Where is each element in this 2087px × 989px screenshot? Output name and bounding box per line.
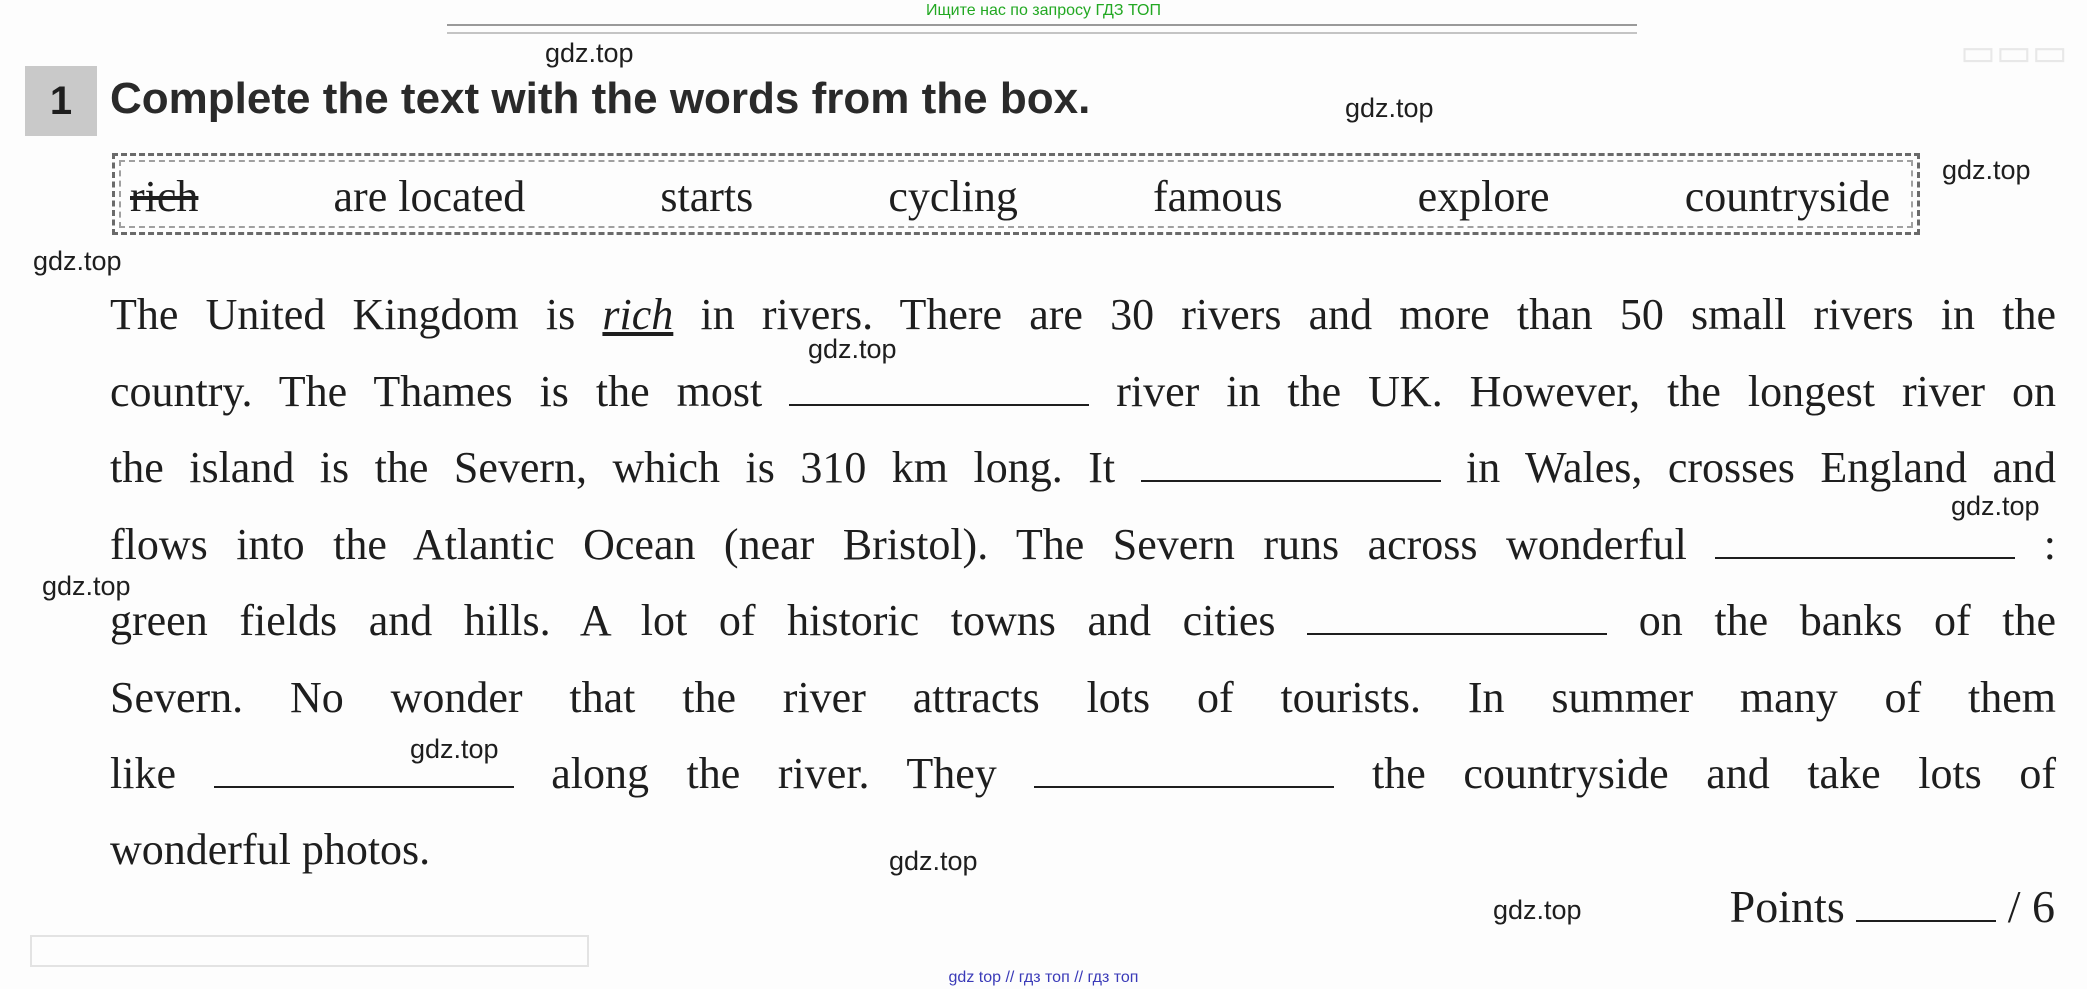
top-rule — [447, 24, 1637, 34]
footer-links: gdz top // гдз топ // гдз топ — [948, 969, 1139, 986]
answer-blank[interactable] — [1307, 595, 1607, 635]
text-segment: in Wales, crosses England and — [1466, 443, 2057, 492]
text-line-4 — [110, 515, 2056, 575]
text-line-7 — [110, 744, 2056, 804]
word-item: are located — [333, 171, 526, 221]
exercise-number: 1 — [25, 66, 97, 136]
text-line-8 — [110, 820, 2056, 880]
bleed-through-shadow: ▭▭▭ — [1960, 32, 2068, 74]
word-item: countryside — [1684, 171, 1890, 221]
points-label: Points — [1729, 881, 1845, 932]
text-segment: country. The Thames is the most — [110, 367, 763, 416]
watermark: gdz.top — [1493, 895, 1582, 925]
top-banner: Ищите нас по запросу ГДЗ ТОП — [926, 2, 1161, 19]
watermark: gdz.top — [545, 38, 634, 68]
text-segment: river in the UK. However, the longest river on — [1116, 367, 2057, 416]
watermark: gdz.top — [808, 334, 897, 364]
text-segment: green fields and hills. A lot of historic towns and cities — [110, 596, 1276, 645]
points-score — [1730, 880, 2055, 933]
text-line-6 — [110, 668, 2056, 728]
points-total: / 6 — [2007, 881, 2055, 932]
word-list — [130, 168, 1890, 224]
text-segment: the countryside and take lots of — [1371, 749, 2057, 798]
text-segment: wonderful photos. — [110, 825, 431, 874]
bleed-through-bar — [30, 935, 589, 967]
answer-blank[interactable] — [789, 366, 1089, 406]
text-line-2 — [110, 362, 2056, 422]
watermark: gdz.top — [42, 571, 131, 601]
text-segment: : — [2043, 520, 2057, 569]
answer-blank[interactable] — [1715, 519, 2015, 559]
watermark: gdz.top — [1345, 93, 1434, 123]
text-line-5 — [110, 591, 2056, 651]
exercise-heading: Complete the text with the words from the box. — [110, 74, 1091, 123]
points-blank[interactable] — [1856, 884, 1996, 922]
text-segment: flows into the Atlantic Ocean (near Bristol). The Severn runs across wonderful — [110, 520, 1687, 569]
watermark: gdz.top — [410, 734, 499, 764]
word-item: explore — [1417, 171, 1550, 221]
text-line-1 — [110, 285, 2056, 345]
text-segment: in rivers. There are 30 rivers and more than 50 small rivers in the — [673, 290, 2056, 339]
example-answer: rich — [602, 290, 674, 339]
word-item: cycling — [888, 171, 1018, 221]
answer-blank[interactable] — [1034, 748, 1334, 788]
watermark: gdz.top — [1951, 491, 2040, 521]
watermark: gdz.top — [33, 246, 122, 276]
text-segment: The United Kingdom is — [110, 290, 603, 339]
answer-blank[interactable] — [1141, 442, 1441, 482]
text-segment: the island is the Severn, which is 310 km long. It — [110, 443, 1116, 492]
text-segment: along the river. They — [551, 749, 997, 798]
text-line-3 — [110, 438, 2056, 498]
text-segment: Severn. No wonder that the river attracts lots of tourists. In summer many of them — [110, 673, 2056, 722]
word-item: rich — [130, 171, 199, 221]
word-item: famous — [1153, 171, 1283, 221]
text-segment: on the banks of the — [1638, 596, 2057, 645]
word-item: starts — [660, 171, 754, 221]
watermark: gdz.top — [1942, 155, 2031, 185]
watermark: gdz.top — [889, 846, 978, 876]
text-segment: like — [110, 749, 176, 798]
